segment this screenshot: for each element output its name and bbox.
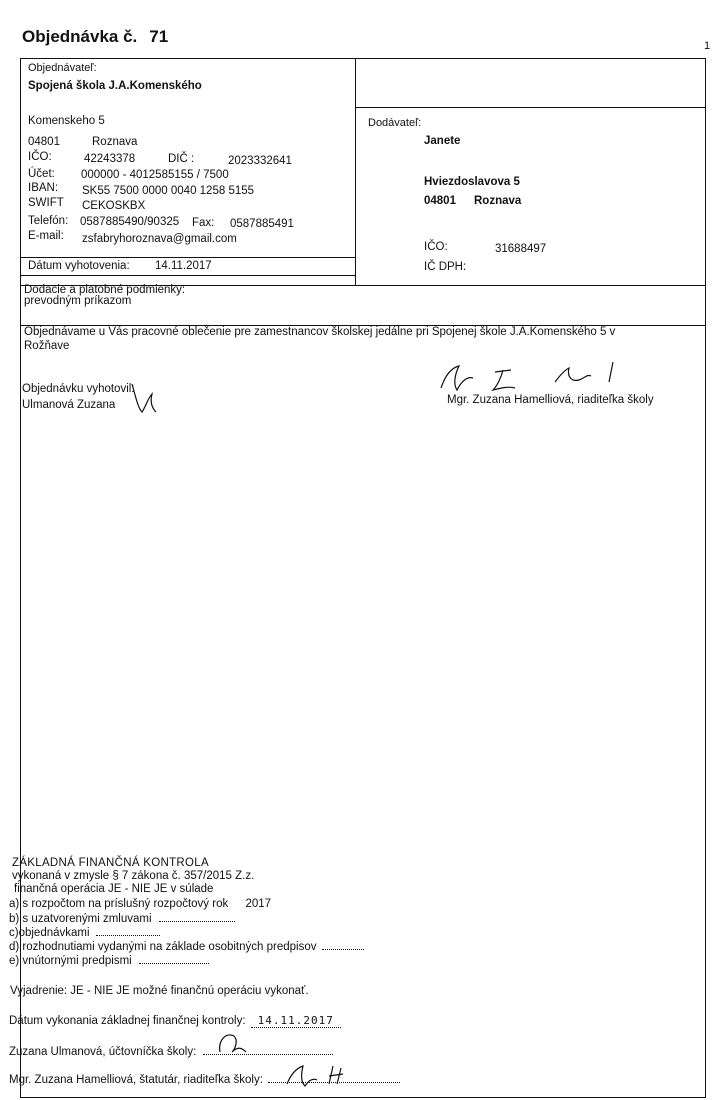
control-date-value: 14.11.2017 [251,1014,341,1028]
order-number: 71 [149,27,169,46]
orderer-swift-label: SWIFT [28,197,64,209]
supplier-heading: Dodávateľ: [368,117,422,129]
control-item-b [9,911,235,925]
divider-vertical [355,59,356,285]
orderer-date-label: Dátum vyhotovenia: [28,260,130,272]
orderer-iban-label: IBAN: [28,182,59,194]
control-accountant-label: Zuzana Ulmanová, účtovníčka školy: [9,1046,197,1058]
divider-date-bottom [21,275,355,276]
control-item-d [9,939,364,953]
control-item-e-text: e) vnútornými predpismi [9,955,132,967]
control-statement: Vyjadrenie: JE - NIE JE možné finančnú operáciu vykonať. [10,985,309,997]
control-date-label: Dátum vykonania základnej finančnej kontroly: [9,1015,246,1027]
control-item-a [9,898,271,910]
control-item-c-dots [96,925,160,936]
orderer-ico: 42243378 [84,153,136,165]
prepared-label: Objednávku vyhotovil: [22,383,135,395]
supplier-street: Hviezdoslavova 5 [424,176,520,188]
orderer-name: Spojená škola J.A.Komenského [28,80,202,92]
body-line-1: Objednávame u Vás pracovné oblečenie pre zamestnancov školskej jedálne pri Spojenej škole J.A.Komenského 5 v [24,326,616,338]
orderer-zip: 04801 [28,136,60,148]
control-item-a-text: a) s rozpočtom na príslušný rozpočtový rok [9,898,229,910]
prepared-name: Ulmanová Zuzana [22,399,116,411]
control-item-b-dots [159,911,235,922]
terms-value: prevodným príkazom [24,295,132,307]
orderer-email-label: E-mail: [28,230,64,242]
divider-date-top [21,257,355,258]
control-accountant-row [9,1044,333,1058]
control-item-e [9,953,209,967]
control-item-b-text: b) s uzatvorenými zmluvami [9,913,152,925]
preparer-signature-icon [128,378,160,416]
divider-supplier-top [355,107,705,108]
body-line-2: Rožňave [24,340,70,352]
control-line-1: vykonaná v zmysle § 7 zákona č. 357/2015 Z.z. [12,870,255,882]
accountant-signature-icon [214,1028,254,1058]
orderer-fax: 0587885491 [230,218,294,230]
orderer-fax-label: Fax: [192,217,215,229]
statutory-signature-icon [283,1060,363,1090]
supplier-ico: 31688497 [495,243,547,255]
director-name: Mgr. Zuzana Hamelliová, riaditeľka školy [447,394,654,406]
supplier-city: Roznava [474,195,522,207]
control-item-a-year: 2017 [245,898,272,910]
control-line-2: finančná operácia JE - NIE JE v súlade [14,883,214,895]
orderer-swift: CEKOSKBX [82,200,146,212]
control-item-d-text: d) rozhodnutiami vydanými na základe osobitných predpisov [9,941,317,953]
control-item-d-dots [322,939,364,950]
control-statutory-label: Mgr. Zuzana Hamelliová, štatutár, riaditeľka školy: [9,1074,263,1086]
director-signature-icon [435,358,625,398]
document-title [22,27,168,47]
supplier-name: Janete [424,135,461,147]
orderer-ico-label: IČO: [28,151,52,163]
orderer-date: 14.11.2017 [155,260,212,272]
orderer-street: Komenskeho 5 [28,115,105,127]
orderer-account-label: Účet: [28,168,55,180]
orderer-iban: SK55 7500 0000 0040 1258 5155 [82,185,255,197]
title-label: Objednávka č. [22,27,138,46]
orderer-dic-label: DIČ : [168,153,195,165]
control-item-c [9,925,160,939]
orderer-city: Roznava [92,136,138,148]
terms-label: Dodacie a platobné podmienky: [24,284,186,296]
page-number: 1 [704,40,711,52]
control-item-c-text: c)objednávkami [9,927,90,939]
supplier-ico-label: IČO: [424,241,448,253]
orderer-account: 000000 - 4012585155 / 7500 [81,169,229,181]
supplier-zip: 04801 [424,195,456,207]
orderer-dic: 2023332641 [228,155,292,167]
orderer-email: zsfabryhoroznava@gmail.com [82,233,237,245]
orderer-phone-label: Telefón: [28,215,69,227]
supplier-icdph-label: IČ DPH: [424,261,467,273]
control-date-row [9,1014,341,1028]
control-title: ZÁKLADNÁ FINANČNÁ KONTROLA [12,857,209,869]
orderer-heading: Objednávateľ: [28,62,97,74]
orderer-phone: 0587885490/90325 [80,216,180,228]
control-item-e-dots [139,953,209,964]
